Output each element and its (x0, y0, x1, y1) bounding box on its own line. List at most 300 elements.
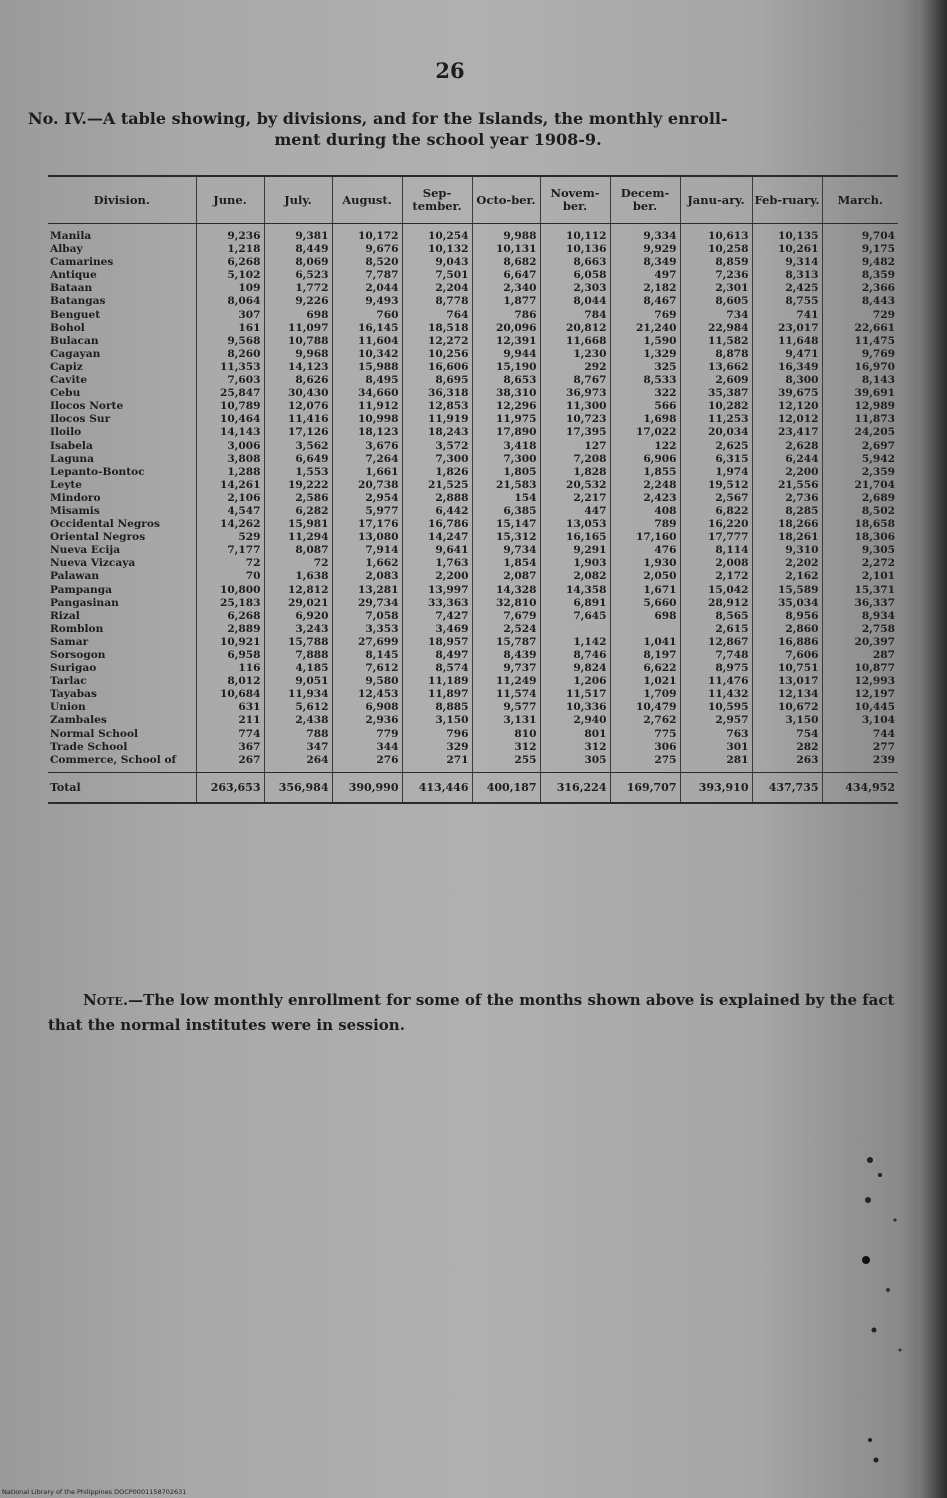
enrollment-cell: 11,353 (196, 361, 264, 374)
table-row (48, 282, 898, 295)
enrollment-cell: 6,282 (264, 505, 332, 518)
enrollment-cell: 292 (540, 361, 610, 374)
division-name: Trade School (50, 740, 128, 753)
enrollment-cell: 1,930 (610, 557, 680, 570)
enrollment-cell: 8,565 (680, 610, 752, 623)
enrollment-cell: 29,734 (332, 597, 402, 610)
enrollment-cell: 6,920 (264, 610, 332, 623)
enrollment-cell: 7,177 (196, 544, 264, 557)
enrollment-cell: 27,699 (332, 636, 402, 649)
table-row (48, 531, 898, 544)
enrollment-cell: 11,475 (822, 335, 898, 348)
enrollment-cell: 8,443 (822, 295, 898, 308)
enrollment-cell: 14,261 (196, 479, 264, 492)
enrollment-cell: 775 (610, 728, 680, 741)
enrollment-cell: 116 (196, 662, 264, 675)
enrollment-cell: 39,675 (752, 387, 822, 400)
division-name: Cavite (50, 374, 88, 387)
enrollment-cell: 2,889 (196, 623, 264, 636)
enrollment-cell: 7,427 (402, 610, 472, 623)
enrollment-cell: 12,296 (472, 400, 540, 413)
table-row (48, 597, 898, 610)
enrollment-cell: 2,087 (472, 570, 540, 583)
enrollment-cell: 1,021 (610, 675, 680, 688)
enrollment-cell: 301 (680, 741, 752, 754)
enrollment-cell: 2,940 (540, 714, 610, 727)
enrollment-cell: 15,371 (822, 584, 898, 597)
table-row (48, 518, 898, 531)
division-name: Nueva Vizcaya (50, 557, 136, 570)
table-row (48, 584, 898, 597)
division-name: Bulacan (50, 334, 99, 347)
enrollment-cell: 11,249 (472, 675, 540, 688)
division-name: Sorsogon (50, 649, 106, 661)
enrollment-cell: 10,751 (752, 662, 822, 675)
enrollment-cell: 72 (196, 557, 264, 570)
enrollment-cell: 20,812 (540, 322, 610, 335)
enrollment-cell: 796 (402, 728, 472, 741)
enrollment-cell: 11,574 (472, 688, 540, 701)
enrollment-cell: 8,495 (332, 374, 402, 387)
enrollment-cell: 3,104 (822, 714, 898, 727)
enrollment-cell: 10,135 (752, 224, 822, 244)
table-row (48, 466, 898, 479)
enrollment-cell: 698 (610, 610, 680, 623)
enrollment-cell: 28,912 (680, 597, 752, 610)
header-division: Division. (48, 176, 196, 224)
division-name: Surigao (50, 662, 97, 675)
enrollment-cell: 788 (264, 728, 332, 741)
table-row (48, 623, 898, 636)
enrollment-cell: 15,147 (472, 518, 540, 531)
enrollment-cell: 39,691 (822, 387, 898, 400)
enrollment-cell: 763 (680, 728, 752, 741)
enrollment-cell: 3,562 (264, 440, 332, 453)
enrollment-cell: 3,676 (332, 440, 402, 453)
enrollment-cell: 18,957 (402, 636, 472, 649)
enrollment-cell: 7,787 (332, 269, 402, 282)
enrollment-cell: 476 (610, 544, 680, 557)
enrollment-cell: 2,217 (540, 492, 610, 505)
enrollment-cell: 367 (196, 741, 264, 754)
enrollment-cell: 10,998 (332, 413, 402, 426)
enrollment-cell: 11,975 (472, 413, 540, 426)
enrollment-cell: 10,445 (822, 701, 898, 714)
enrollment-cell: 5,942 (822, 453, 898, 466)
total-cell: 434,952 (822, 772, 898, 803)
enrollment-cell: 4,547 (196, 505, 264, 518)
table-row (48, 224, 898, 244)
enrollment-cell: 6,891 (540, 597, 610, 610)
division-name: Cagayan (50, 347, 101, 360)
enrollment-cell: 282 (752, 741, 822, 754)
total-label: Total (48, 772, 196, 803)
enrollment-cell: 11,476 (680, 675, 752, 688)
table-row (48, 348, 898, 361)
enrollment-cell: 2,689 (822, 492, 898, 505)
enrollment-cell: 9,226 (264, 295, 332, 308)
enrollment-cell: 9,334 (610, 224, 680, 244)
enrollment-cell: 7,612 (332, 662, 402, 675)
enrollment-cell: 11,416 (264, 413, 332, 426)
enrollment-cell: 9,310 (752, 544, 822, 557)
enrollment-cell: 6,649 (264, 453, 332, 466)
enrollment-cell: 8,934 (822, 610, 898, 623)
enrollment-cell: 17,022 (610, 426, 680, 439)
enrollment-cell: 1,638 (264, 570, 332, 583)
division-name: Batangas (50, 295, 106, 308)
enrollment-cell: 7,645 (540, 610, 610, 623)
enrollment-cell: 36,337 (822, 597, 898, 610)
enrollment-table (48, 175, 898, 804)
table-row (48, 335, 898, 348)
enrollment-cell: 12,120 (752, 400, 822, 413)
total-cell: 413,446 (402, 772, 472, 803)
division-name: Bohol (50, 321, 85, 334)
enrollment-cell: 8,975 (680, 662, 752, 675)
total-cell: 263,653 (196, 772, 264, 803)
enrollment-cell: 11,604 (332, 335, 402, 348)
table-row (48, 387, 898, 400)
enrollment-cell: 2,272 (822, 557, 898, 570)
enrollment-cell: 1,329 (610, 348, 680, 361)
enrollment-cell: 14,143 (196, 426, 264, 439)
division-name: Normal School (50, 727, 139, 740)
enrollment-cell: 1,041 (610, 636, 680, 649)
enrollment-cell: 8,349 (610, 256, 680, 269)
enrollment-cell: 287 (822, 649, 898, 662)
enrollment-cell: 9,482 (822, 256, 898, 269)
enrollment-cell: 329 (402, 741, 472, 754)
enrollment-cell: 16,786 (402, 518, 472, 531)
total-cell: 390,990 (332, 772, 402, 803)
enrollment-cell: 2,954 (332, 492, 402, 505)
enrollment-cell: 9,291 (540, 544, 610, 557)
enrollment-cell: 3,469 (402, 623, 472, 636)
enrollment-cell: 29,021 (264, 597, 332, 610)
enrollment-cell: 11,897 (402, 688, 472, 701)
enrollment-cell: 9,043 (402, 256, 472, 269)
enrollment-cell: 2,301 (680, 282, 752, 295)
total-row (48, 772, 898, 803)
enrollment-cell: 9,314 (752, 256, 822, 269)
enrollment-cell: 325 (610, 361, 680, 374)
enrollment-cell: 744 (822, 728, 898, 741)
enrollment-cell: 9,381 (264, 224, 332, 244)
enrollment-cell: 10,921 (196, 636, 264, 649)
enrollment-cell: 11,934 (264, 688, 332, 701)
table-row (48, 374, 898, 387)
total-cell: 356,984 (264, 772, 332, 803)
table-row (48, 309, 898, 322)
table-caption (28, 108, 888, 150)
enrollment-cell: 2,615 (680, 623, 752, 636)
division-name: Albay (50, 243, 83, 256)
enrollment-cell: 810 (472, 728, 540, 741)
enrollment-cell: 12,867 (680, 636, 752, 649)
division-name: Iloilo (50, 426, 82, 439)
enrollment-cell: 10,172 (332, 224, 402, 244)
enrollment-cell: 8,260 (196, 348, 264, 361)
header-month: Feb-ruary. (752, 176, 822, 224)
enrollment-cell: 2,200 (402, 570, 472, 583)
enrollment-cell: 11,294 (264, 531, 332, 544)
enrollment-cell: 1,671 (610, 584, 680, 597)
enrollment-cell: 21,583 (472, 479, 540, 492)
enrollment-cell: 10,282 (680, 400, 752, 413)
enrollment-cell: 2,628 (752, 440, 822, 453)
enrollment-cell: 32,810 (472, 597, 540, 610)
enrollment-cell: 2,936 (332, 714, 402, 727)
enrollment-cell: 8,497 (402, 649, 472, 662)
table-row (48, 649, 898, 662)
enrollment-cell: 6,647 (472, 269, 540, 282)
enrollment-cell: 307 (196, 309, 264, 322)
division-name: Nueva Ecija (50, 544, 121, 557)
enrollment-cell: 789 (610, 518, 680, 531)
enrollment-cell: 786 (472, 309, 540, 322)
enrollment-cell: 9,734 (472, 544, 540, 557)
enrollment-cell: 7,300 (472, 453, 540, 466)
enrollment-cell: 263 (752, 754, 822, 773)
enrollment-cell: 8,755 (752, 295, 822, 308)
enrollment-cell: 11,668 (540, 335, 610, 348)
table-row (48, 440, 898, 453)
enrollment-cell: 13,281 (332, 584, 402, 597)
enrollment-cell: 10,261 (752, 243, 822, 256)
table-row (48, 741, 898, 754)
enrollment-cell: 779 (332, 728, 402, 741)
enrollment-cell: 276 (332, 754, 402, 773)
enrollment-cell: 5,102 (196, 269, 264, 282)
enrollment-cell: 8,044 (540, 295, 610, 308)
enrollment-cell: 12,391 (472, 335, 540, 348)
enrollment-cell: 12,853 (402, 400, 472, 413)
division-name: Manila (50, 230, 92, 242)
enrollment-cell: 1,230 (540, 348, 610, 361)
enrollment-cell: 2,957 (680, 714, 752, 727)
table-row (48, 269, 898, 282)
enrollment-cell: 8,767 (540, 374, 610, 387)
enrollment-cell: 344 (332, 741, 402, 754)
enrollment-cell: 70 (196, 570, 264, 583)
enrollment-cell: 7,058 (332, 610, 402, 623)
division-name: Isabela (50, 439, 93, 452)
enrollment-cell: 16,606 (402, 361, 472, 374)
enrollment-cell: 72 (264, 557, 332, 570)
header-month: March. (822, 176, 898, 224)
enrollment-cell: 9,824 (540, 662, 610, 675)
division-name: Oriental Negros (50, 531, 146, 544)
enrollment-cell: 14,123 (264, 361, 332, 374)
enrollment-cell: 271 (402, 754, 472, 773)
enrollment-cell: 8,145 (332, 649, 402, 662)
enrollment-cell: 23,017 (752, 322, 822, 335)
enrollment-cell: 2,567 (680, 492, 752, 505)
table-row (48, 714, 898, 727)
enrollment-cell: 12,453 (332, 688, 402, 701)
enrollment-cell: 11,919 (402, 413, 472, 426)
enrollment-cell: 5,612 (264, 701, 332, 714)
enrollment-cell (610, 623, 680, 636)
enrollment-cell: 15,787 (472, 636, 540, 649)
enrollment-cell: 8,878 (680, 348, 752, 361)
note-label: Note. (83, 991, 129, 1009)
enrollment-cell: 6,268 (196, 610, 264, 623)
table-body (48, 224, 898, 803)
enrollment-cell: 16,349 (752, 361, 822, 374)
enrollment-cell: 8,605 (680, 295, 752, 308)
enrollment-cell: 734 (680, 309, 752, 322)
division-name: Pampanga (50, 583, 113, 596)
enrollment-cell: 33,363 (402, 597, 472, 610)
enrollment-cell: 1,763 (402, 557, 472, 570)
enrollment-cell: 15,788 (264, 636, 332, 649)
enrollment-cell: 1,206 (540, 675, 610, 688)
table-row (48, 701, 898, 714)
table-row (48, 322, 898, 335)
enrollment-cell: 17,160 (610, 531, 680, 544)
division-name: Samar (50, 635, 89, 648)
table-row (48, 728, 898, 741)
enrollment-cell: 14,328 (472, 584, 540, 597)
enrollment-cell: 12,812 (264, 584, 332, 597)
enrollment-cell: 8,439 (472, 649, 540, 662)
enrollment-cell: 2,204 (402, 282, 472, 295)
enrollment-cell: 9,968 (264, 348, 332, 361)
table-row (48, 505, 898, 518)
enrollment-cell: 11,517 (540, 688, 610, 701)
enrollment-cell: 25,183 (196, 597, 264, 610)
enrollment-cell: 1,828 (540, 466, 610, 479)
enrollment-cell: 16,220 (680, 518, 752, 531)
division-name: Zambales (50, 714, 107, 727)
enrollment-cell: 11,912 (332, 400, 402, 413)
enrollment-cell: 447 (540, 505, 610, 518)
enrollment-cell: 122 (610, 440, 680, 453)
footnote (48, 988, 898, 1038)
enrollment-cell: 8,859 (680, 256, 752, 269)
enrollment-cell: 2,438 (264, 714, 332, 727)
total-cell: 169,707 (610, 772, 680, 803)
enrollment-cell: 7,606 (752, 649, 822, 662)
enrollment-cell: 36,318 (402, 387, 472, 400)
enrollment-cell: 9,737 (472, 662, 540, 675)
division-name: Leyte (50, 478, 82, 491)
enrollment-cell: 2,083 (332, 570, 402, 583)
enrollment-cell: 255 (472, 754, 540, 773)
enrollment-cell: 760 (332, 309, 402, 322)
enrollment-cell: 10,789 (196, 400, 264, 413)
enrollment-cell: 16,145 (332, 322, 402, 335)
enrollment-cell: 10,613 (680, 224, 752, 244)
enrollment-cell: 8,653 (472, 374, 540, 387)
enrollment-cell: 10,464 (196, 413, 264, 426)
enrollment-cell: 38,310 (472, 387, 540, 400)
caption-line-1: No. IV.—A table showing, by divisions, and for the Islands, the monthly enroll- (28, 109, 728, 128)
enrollment-cell: 306 (610, 741, 680, 754)
enrollment-cell: 1,855 (610, 466, 680, 479)
enrollment-cell: 2,762 (610, 714, 680, 727)
enrollment-cell: 2,425 (752, 282, 822, 295)
enrollment-cell: 16,165 (540, 531, 610, 544)
division-name: Bataan (50, 282, 93, 295)
division-name: Tayabas (50, 688, 97, 701)
enrollment-cell: 8,359 (822, 269, 898, 282)
enrollment-cell: 21,704 (822, 479, 898, 492)
enrollment-cell: 9,641 (402, 544, 472, 557)
enrollment-cell: 18,123 (332, 426, 402, 439)
division-name: Palawan (50, 570, 100, 583)
enrollment-cell: 6,958 (196, 649, 264, 662)
enrollment-cell: 10,723 (540, 413, 610, 426)
enrollment-cell: 305 (540, 754, 610, 773)
enrollment-cell: 12,197 (822, 688, 898, 701)
enrollment-cell: 1,903 (540, 557, 610, 570)
enrollment-cell: 22,661 (822, 322, 898, 335)
enrollment-cell: 1,218 (196, 243, 264, 256)
enrollment-cell: 6,906 (610, 453, 680, 466)
enrollment-cell: 109 (196, 282, 264, 295)
enrollment-cell: 8,285 (752, 505, 822, 518)
enrollment-cell: 8,682 (472, 256, 540, 269)
table-row (48, 453, 898, 466)
enrollment-cell: 10,672 (752, 701, 822, 714)
enrollment-cell: 312 (540, 741, 610, 754)
table-row (48, 675, 898, 688)
table-row (48, 688, 898, 701)
enrollment-cell: 10,788 (264, 335, 332, 348)
enrollment-cell: 239 (822, 754, 898, 773)
enrollment-cell: 769 (610, 309, 680, 322)
table-row (48, 256, 898, 269)
enrollment-cell: 10,800 (196, 584, 264, 597)
enrollment-cell: 9,676 (332, 243, 402, 256)
enrollment-cell: 10,254 (402, 224, 472, 244)
enrollment-cell: 35,034 (752, 597, 822, 610)
enrollment-cell: 17,395 (540, 426, 610, 439)
enrollment-cell: 3,150 (752, 714, 822, 727)
enrollment-cell: 14,247 (402, 531, 472, 544)
division-name: Commerce, School of (50, 753, 177, 766)
enrollment-cell: 2,736 (752, 492, 822, 505)
table-row (48, 243, 898, 256)
enrollment-cell: 9,769 (822, 348, 898, 361)
enrollment-cell: 10,256 (402, 348, 472, 361)
enrollment-cell: 24,205 (822, 426, 898, 439)
enrollment-cell: 154 (472, 492, 540, 505)
enrollment-cell: 2,303 (540, 282, 610, 295)
enrollment-cell: 10,479 (610, 701, 680, 714)
page-number: 26 (435, 58, 465, 83)
enrollment-cell: 3,006 (196, 440, 264, 453)
header-month: Novem-ber. (540, 176, 610, 224)
enrollment-cell: 8,533 (610, 374, 680, 387)
enrollment-cell: 2,106 (196, 492, 264, 505)
enrollment-cell: 275 (610, 754, 680, 773)
enrollment-cell: 764 (402, 309, 472, 322)
enrollment-cell: 8,467 (610, 295, 680, 308)
enrollment-cell: 1,974 (680, 466, 752, 479)
enrollment-cell: 1,590 (610, 335, 680, 348)
enrollment-cell: 4,185 (264, 662, 332, 675)
enrollment-cell: 7,603 (196, 374, 264, 387)
enrollment-cell: 2,860 (752, 623, 822, 636)
enrollment-cell: 729 (822, 309, 898, 322)
division-name: Cebu (50, 387, 81, 400)
header-month: August. (332, 176, 402, 224)
enrollment-cell: 8,197 (610, 649, 680, 662)
